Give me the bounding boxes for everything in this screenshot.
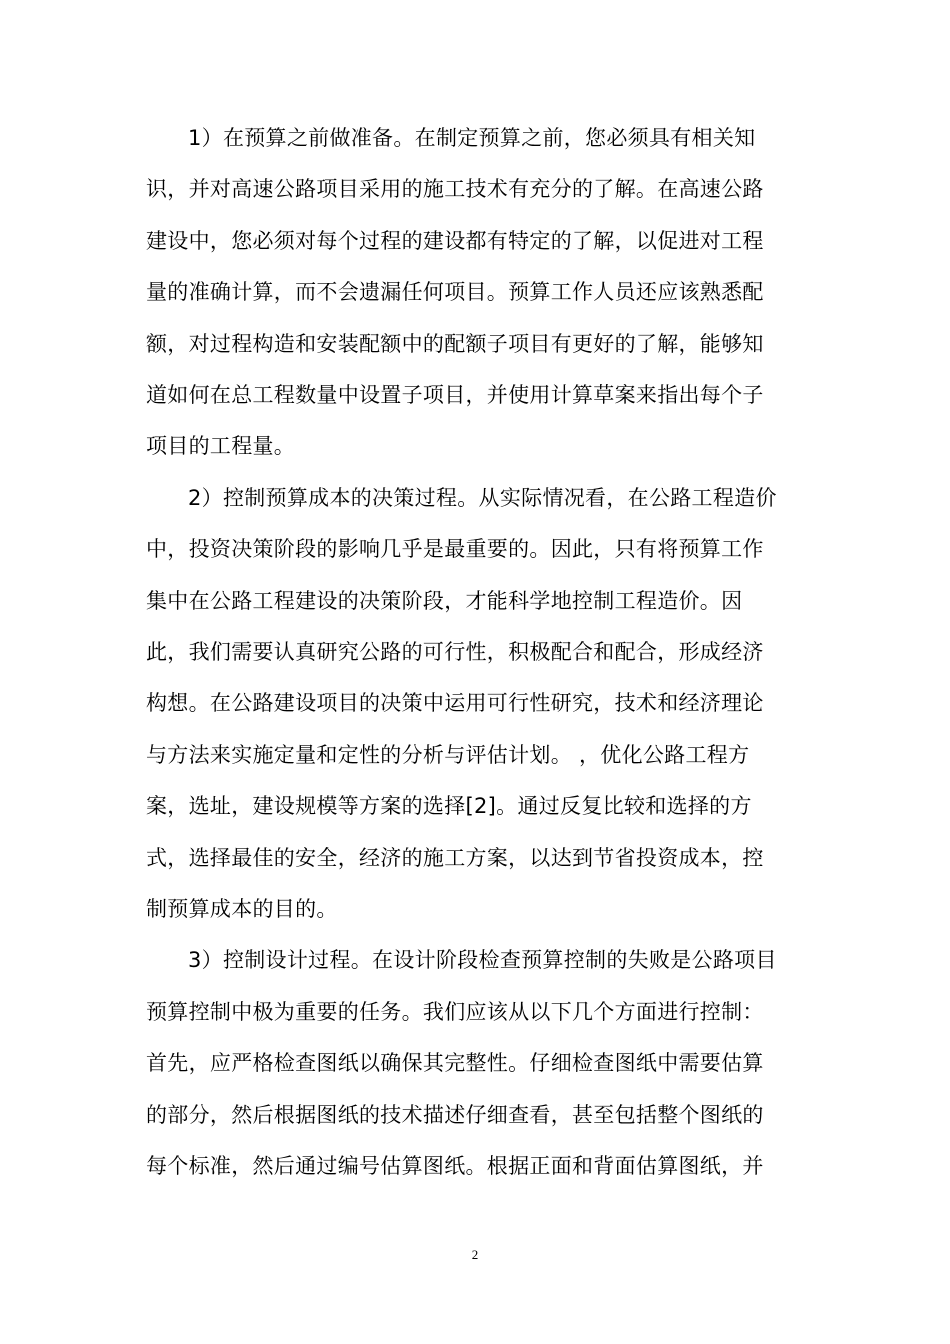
paragraph-line: 3）控制设计过程。在设计阶段检查预算控制的失败是公路项目	[188, 948, 777, 972]
paragraph-line: 道如何在总工程数量中设置子项目，并使用计算草案来指出每个子	[146, 383, 764, 407]
paragraph-line: 中，投资决策阶段的影响几乎是最重要的。因此，只有将预算工作	[146, 537, 764, 561]
paragraph-line: 与方法来实施定量和定性的分析与评估计划。 ，优化公路工程方	[146, 743, 750, 767]
paragraph-line: 制预算成本的目的。	[146, 897, 338, 921]
paragraph-line: 此，我们需要认真研究公路的可行性，积极配合和配合，形成经济	[146, 640, 764, 664]
page-number: 2	[471, 1247, 479, 1262]
paragraph-line: 的部分，然后根据图纸的技术描述仔细查看，甚至包括整个图纸的	[146, 1103, 764, 1127]
paragraph-line: 项目的工程量。	[146, 434, 296, 458]
paragraph-line: 首先，应严格检查图纸以确保其完整性。仔细检查图纸中需要估算	[146, 1051, 764, 1075]
paragraph-line: 2）控制预算成本的决策过程。从实际情况看，在公路工程造价	[188, 486, 777, 510]
paragraph-line: 构想。在公路建设项目的决策中运用可行性研究，技术和经济理论	[146, 691, 764, 715]
paragraph-line: 预算控制中极为重要的任务。我们应该从以下几个方面进行控制：	[146, 1000, 764, 1024]
paragraph-line: 建设中，您必须对每个过程的建设都有特定的了解，以促进对工程	[146, 229, 764, 253]
paragraph-line: 集中在公路工程建设的决策阶段，才能科学地控制工程造价。因	[146, 589, 743, 613]
paragraph-line: 每个标准，然后通过编号估算图纸。根据正面和背面估算图纸，并	[146, 1154, 764, 1178]
paragraph-line: 1）在预算之前做准备。在制定预算之前，您必须具有相关知	[188, 126, 756, 150]
paragraph-line: 额，对过程构造和安装配额中的配额子项目有更好的了解，能够知	[146, 332, 764, 356]
paragraph-line: 量的准确计算，而不会遗漏任何项目。预算工作人员还应该熟悉配	[146, 280, 764, 304]
paragraph-line: 案，选址，建设规模等方案的选择[2]。通过反复比较和选择的方	[146, 794, 752, 818]
paragraph-line: 识，并对高速公路项目采用的施工技术有充分的了解。在高速公路	[146, 177, 764, 201]
paragraph-line: 式，选择最佳的安全，经济的施工方案，以达到节省投资成本，控	[146, 846, 764, 870]
